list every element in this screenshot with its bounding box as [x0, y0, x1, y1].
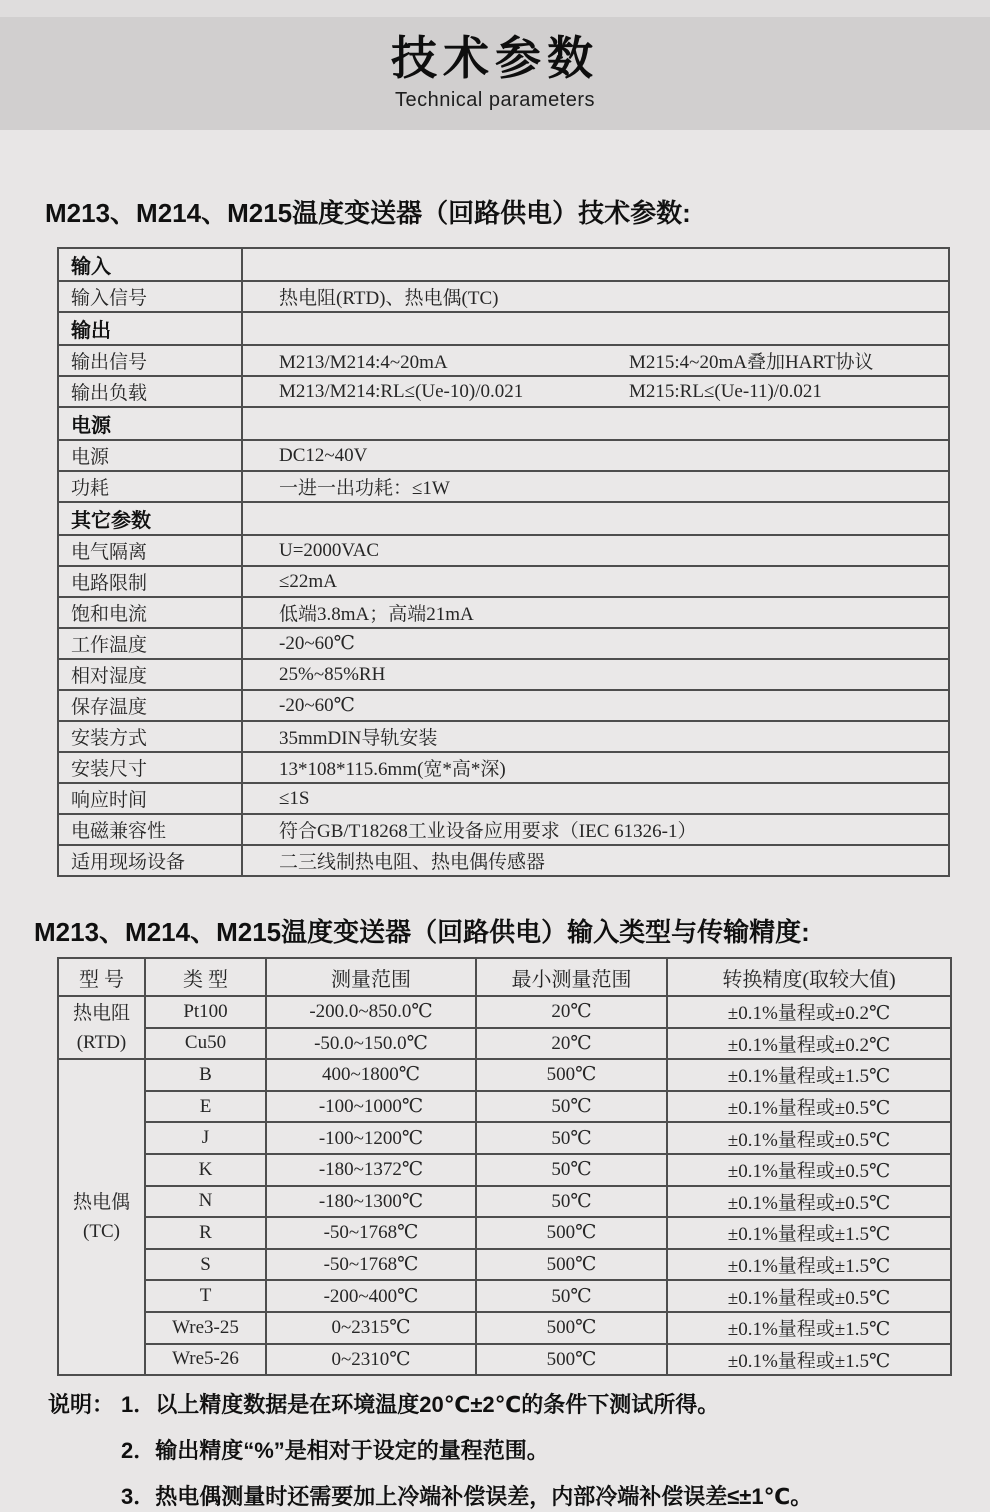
- table1-section-row: [58, 407, 949, 440]
- column-header: 类 型: [145, 958, 266, 996]
- sensor-type: K: [145, 1154, 266, 1186]
- param-label: 功耗: [58, 471, 242, 502]
- param-value-segment: U=2000VAC: [279, 539, 380, 561]
- param-value-segment: -20~60℃: [279, 695, 355, 716]
- measure-range: -200.0~850.0℃: [266, 996, 476, 1028]
- param-value-segment: 符合GB/T18268工业设备应用要求（IEC 61326-1）: [279, 821, 697, 842]
- page-title: 技术参数: [391, 32, 599, 84]
- param-value: [242, 281, 949, 312]
- min-measure-range: 50℃: [476, 1122, 667, 1154]
- param-value: [242, 471, 949, 502]
- param-value: [242, 845, 949, 876]
- param-value-segment: M215:4~20mA叠加HART协议: [629, 352, 874, 373]
- min-measure-range: 500℃: [476, 1217, 667, 1249]
- note-line: [48, 1482, 990, 1512]
- note-prefix: [48, 1436, 121, 1466]
- param-label: 相对湿度: [58, 659, 242, 690]
- conversion-accuracy: ±0.1%量程或±1.5℃: [667, 1312, 951, 1344]
- param-label: 安装尺寸: [58, 752, 242, 783]
- param-value-segment: M213/M214:RL≤(Ue-10)/0.021: [279, 380, 524, 402]
- input-types-accuracy-table: [57, 957, 952, 1376]
- table1-row: [58, 845, 949, 876]
- sensor-type: N: [145, 1186, 266, 1218]
- table1-row: [58, 752, 949, 783]
- conversion-accuracy: ±0.1%量程或±1.5℃: [667, 1059, 951, 1091]
- table2-row: [58, 1217, 951, 1249]
- param-label: 其它参数: [58, 502, 242, 535]
- param-value-segment: M213/M214:4~20mA: [279, 352, 448, 373]
- param-label: 电气隔离: [58, 535, 242, 566]
- sensor-type: T: [145, 1280, 266, 1312]
- measure-range: -100~1200℃: [266, 1122, 476, 1154]
- table2-row: [58, 1344, 951, 1376]
- param-label: 输出: [58, 312, 242, 345]
- sensor-type: S: [145, 1249, 266, 1281]
- param-value-segment: ≤22mA: [279, 570, 337, 592]
- min-measure-range: 500℃: [476, 1344, 667, 1376]
- param-value-segment: 二三线制热电阻、热电偶传感器: [279, 852, 546, 873]
- measure-range: -200~400℃: [266, 1280, 476, 1312]
- param-value: [242, 535, 949, 566]
- document-body: [0, 198, 990, 1512]
- min-measure-range: 20℃: [476, 996, 667, 1028]
- table1-row: [58, 814, 949, 845]
- param-value-segment: 35mmDIN导轨安装: [279, 728, 438, 749]
- measure-range: -50~1768℃: [266, 1217, 476, 1249]
- param-value: [242, 783, 949, 814]
- table2-header-row: [58, 958, 951, 996]
- table1-row: [58, 535, 949, 566]
- sensor-type: R: [145, 1217, 266, 1249]
- param-value: [242, 407, 949, 440]
- note-line: [48, 1436, 990, 1466]
- table2-row: [58, 1154, 951, 1186]
- measure-range: -180~1372℃: [266, 1154, 476, 1186]
- conversion-accuracy: ±0.1%量程或±0.5℃: [667, 1186, 951, 1218]
- param-value-segment: 13*108*115.6mm(宽*高*深): [279, 759, 506, 780]
- param-value-segment: ≤1S: [279, 787, 310, 809]
- param-label: 安装方式: [58, 721, 242, 752]
- conversion-accuracy: ±0.1%量程或±1.5℃: [667, 1344, 951, 1376]
- conversion-accuracy: ±0.1%量程或±1.5℃: [667, 1217, 951, 1249]
- measure-range: 0~2315℃: [266, 1312, 476, 1344]
- param-label: 保存温度: [58, 690, 242, 721]
- param-value-segment: M215:RL≤(Ue-11)/0.021: [629, 380, 822, 402]
- section2-heading: M213、M214、M215温度变送器（回路供电）输入类型与传输精度:: [34, 917, 810, 947]
- param-label: 输出负载: [58, 376, 242, 407]
- sensor-type: Wre3-25: [145, 1312, 266, 1344]
- table1-row: [58, 597, 949, 628]
- conversion-accuracy: ±0.1%量程或±0.2℃: [667, 996, 951, 1028]
- param-value: [242, 345, 949, 376]
- column-header: 测量范围: [266, 958, 476, 996]
- param-label: 电源: [58, 407, 242, 440]
- note-text: 2．输出精度“%”是相对于设定的量程范围。: [121, 1438, 549, 1464]
- measure-range: -50~1768℃: [266, 1249, 476, 1281]
- param-value: [242, 628, 949, 659]
- param-label: 饱和电流: [58, 597, 242, 628]
- sensor-type: E: [145, 1091, 266, 1123]
- param-value: [242, 659, 949, 690]
- sensor-group-label: 热电阻 (RTD): [58, 996, 145, 1059]
- table1-row: [58, 471, 949, 502]
- notes-section: [48, 1390, 990, 1512]
- table2-row: [58, 1028, 951, 1060]
- param-value: [242, 502, 949, 535]
- table1-row: [58, 628, 949, 659]
- min-measure-range: 50℃: [476, 1186, 667, 1218]
- table1-section-row: [58, 248, 949, 281]
- note-text: 1．以上精度数据是在环境温度20℃±2℃的条件下测试所得。: [121, 1392, 720, 1418]
- table1-row: [58, 440, 949, 471]
- param-value: [242, 597, 949, 628]
- top-strip: [0, 0, 990, 17]
- note-text: 3．热电偶测量时还需要加上冷端补偿误差，内部冷端补偿误差≤±1℃。: [121, 1484, 813, 1510]
- page-subtitle: Technical parameters: [394, 89, 596, 111]
- sensor-group-label: 热电偶 (TC): [58, 1059, 145, 1375]
- min-measure-range: 50℃: [476, 1154, 667, 1186]
- param-value-segment: 25%~85%RH: [279, 663, 386, 685]
- param-value: [242, 248, 949, 281]
- param-value: [242, 721, 949, 752]
- sensor-type: Wre5-26: [145, 1344, 266, 1376]
- note-prefix: 说明：: [48, 1392, 115, 1418]
- min-measure-range: 20℃: [476, 1028, 667, 1060]
- param-value: [242, 440, 949, 471]
- min-measure-range: 500℃: [476, 1059, 667, 1091]
- sensor-type: B: [145, 1059, 266, 1091]
- min-measure-range: 500℃: [476, 1312, 667, 1344]
- measure-range: -50.0~150.0℃: [266, 1028, 476, 1060]
- conversion-accuracy: ±0.1%量程或±0.5℃: [667, 1280, 951, 1312]
- param-value-segment: 一进一出功耗：≤1W: [279, 478, 450, 499]
- table2-row: [58, 1249, 951, 1281]
- table2-row: [58, 996, 951, 1028]
- note-line: [48, 1390, 990, 1420]
- conversion-accuracy: ±0.1%量程或±0.2℃: [667, 1028, 951, 1060]
- page-header: [0, 17, 990, 130]
- conversion-accuracy: ±0.1%量程或±1.5℃: [667, 1249, 951, 1281]
- table1-row: [58, 721, 949, 752]
- conversion-accuracy: ±0.1%量程或±0.5℃: [667, 1154, 951, 1186]
- table2-row: [58, 1186, 951, 1218]
- measure-range: 400~1800℃: [266, 1059, 476, 1091]
- measure-range: -180~1300℃: [266, 1186, 476, 1218]
- table1-row: [58, 783, 949, 814]
- min-measure-range: 50℃: [476, 1280, 667, 1312]
- param-value: [242, 690, 949, 721]
- min-measure-range: 500℃: [476, 1249, 667, 1281]
- param-value: [242, 814, 949, 845]
- table1-section-row: [58, 502, 949, 535]
- table1-row: [58, 690, 949, 721]
- param-value: [242, 752, 949, 783]
- param-value-segment: 热电阻(RTD)、热电偶(TC): [279, 288, 499, 309]
- param-label: 适用现场设备: [58, 845, 242, 876]
- column-header: 最小测量范围: [476, 958, 667, 996]
- param-label: 响应时间: [58, 783, 242, 814]
- sensor-type: Pt100: [145, 996, 266, 1028]
- param-value: [242, 566, 949, 597]
- column-header: 转换精度(取较大值): [667, 958, 951, 996]
- note-prefix: [48, 1482, 121, 1512]
- table2-row: [58, 1280, 951, 1312]
- param-label: 输入: [58, 248, 242, 281]
- measure-range: -100~1000℃: [266, 1091, 476, 1123]
- param-value-segment: -20~60℃: [279, 633, 355, 654]
- conversion-accuracy: ±0.1%量程或±0.5℃: [667, 1122, 951, 1154]
- table1-row: [58, 659, 949, 690]
- measure-range: 0~2310℃: [266, 1344, 476, 1376]
- sensor-type: Cu50: [145, 1028, 266, 1060]
- min-measure-range: 50℃: [476, 1091, 667, 1123]
- table1-row: [58, 566, 949, 597]
- param-value: [242, 376, 949, 407]
- param-value: [242, 312, 949, 345]
- param-label: 电磁兼容性: [58, 814, 242, 845]
- table2-row: [58, 1312, 951, 1344]
- tech-params-table: [57, 247, 950, 877]
- param-value-segment: 低端3.8mA；高端21mA: [279, 604, 474, 625]
- section1-heading: M213、M214、M215温度变送器（回路供电）技术参数:: [45, 198, 691, 228]
- param-label: 输入信号: [58, 281, 242, 312]
- param-value-segment: DC12~40V: [279, 444, 368, 466]
- table1-section-row: [58, 312, 949, 345]
- param-label: 工作温度: [58, 628, 242, 659]
- sensor-type: J: [145, 1122, 266, 1154]
- table2-row: [58, 1059, 951, 1091]
- param-label: 电源: [58, 440, 242, 471]
- param-label: 输出信号: [58, 345, 242, 376]
- table2-row: [58, 1091, 951, 1123]
- table1-row: [58, 376, 949, 407]
- conversion-accuracy: ±0.1%量程或±0.5℃: [667, 1091, 951, 1123]
- param-label: 电路限制: [58, 566, 242, 597]
- table1-row: [58, 281, 949, 312]
- table2-row: [58, 1122, 951, 1154]
- column-header: 型 号: [58, 958, 145, 996]
- table1-row: [58, 345, 949, 376]
